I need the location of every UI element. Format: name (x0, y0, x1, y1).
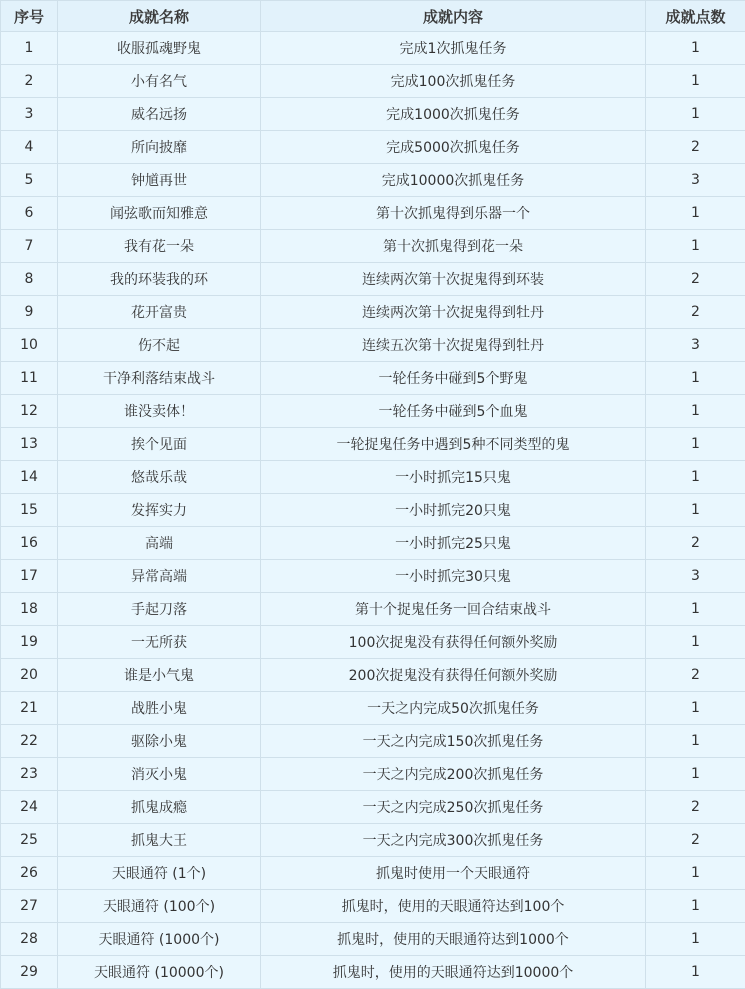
cell-achievement-name: 手起刀落 (58, 593, 261, 626)
table-row (1, 593, 745, 626)
cell-achievement-points: 1 (646, 692, 745, 725)
cell-achievement-points: 1 (646, 461, 745, 494)
cell-achievement-content: 完成1次抓鬼任务 (261, 32, 646, 65)
header-achievement-content: 成就内容 (261, 1, 646, 32)
cell-achievement-content: 一轮任务中碰到5个血鬼 (261, 395, 646, 428)
cell-achievement-points: 3 (646, 164, 745, 197)
table-row (1, 230, 745, 263)
cell-achievement-content: 一小时抓完30只鬼 (261, 560, 646, 593)
cell-achievement-points: 2 (646, 659, 745, 692)
header-achievement-points: 成就点数 (646, 1, 745, 32)
cell-achievement-name: 驱除小鬼 (58, 725, 261, 758)
cell-achievement-content: 一天之内完成250次抓鬼任务 (261, 791, 646, 824)
table-row (1, 626, 745, 659)
table-row (1, 956, 745, 989)
cell-achievement-content: 一轮捉鬼任务中遇到5种不同类型的鬼 (261, 428, 646, 461)
cell-index: 5 (1, 164, 58, 197)
cell-achievement-points: 1 (646, 230, 745, 263)
cell-achievement-content: 抓鬼时使用一个天眼通符 (261, 857, 646, 890)
cell-achievement-points: 1 (646, 923, 745, 956)
cell-achievement-name: 谁没卖体！ (58, 395, 261, 428)
cell-achievement-content: 第十个捉鬼任务一回合结束战斗 (261, 593, 646, 626)
cell-index: 29 (1, 956, 58, 989)
cell-achievement-content: 抓鬼时，使用的天眼通符达到1000个 (261, 923, 646, 956)
cell-achievement-name: 天眼通符 (1个) (58, 857, 261, 890)
table-row (1, 263, 745, 296)
table-row (1, 692, 745, 725)
cell-achievement-content: 完成100次抓鬼任务 (261, 65, 646, 98)
cell-achievement-content: 200次捉鬼没有获得任何额外奖励 (261, 659, 646, 692)
cell-achievement-name: 干净利落结束战斗 (58, 362, 261, 395)
table-row (1, 65, 745, 98)
cell-achievement-content: 一轮任务中碰到5个野鬼 (261, 362, 646, 395)
cell-achievement-name: 异常高端 (58, 560, 261, 593)
cell-achievement-name: 我的环装我的环 (58, 263, 261, 296)
cell-achievement-points: 1 (646, 626, 745, 659)
cell-achievement-name: 所向披靡 (58, 131, 261, 164)
cell-achievement-name: 谁是小气鬼 (58, 659, 261, 692)
cell-achievement-points: 2 (646, 131, 745, 164)
cell-achievement-points: 1 (646, 857, 745, 890)
cell-achievement-points: 2 (646, 527, 745, 560)
cell-index: 27 (1, 890, 58, 923)
cell-achievement-content: 100次捉鬼没有获得任何额外奖励 (261, 626, 646, 659)
cell-achievement-content: 第十次抓鬼得到花一朵 (261, 230, 646, 263)
cell-index: 9 (1, 296, 58, 329)
cell-achievement-name: 天眼通符 (1000个) (58, 923, 261, 956)
cell-achievement-name: 战胜小鬼 (58, 692, 261, 725)
table-row (1, 296, 745, 329)
cell-achievement-points: 1 (646, 890, 745, 923)
cell-index: 3 (1, 98, 58, 131)
table-row (1, 923, 745, 956)
cell-achievement-content: 一小时抓完15只鬼 (261, 461, 646, 494)
table-row (1, 329, 745, 362)
cell-index: 6 (1, 197, 58, 230)
header-index: 序号 (1, 1, 58, 32)
cell-achievement-points: 2 (646, 263, 745, 296)
cell-index: 26 (1, 857, 58, 890)
cell-index: 16 (1, 527, 58, 560)
table-row (1, 758, 745, 791)
cell-index: 12 (1, 395, 58, 428)
cell-index: 4 (1, 131, 58, 164)
cell-index: 25 (1, 824, 58, 857)
cell-achievement-content: 一天之内完成300次抓鬼任务 (261, 824, 646, 857)
cell-achievement-points: 1 (646, 98, 745, 131)
cell-index: 19 (1, 626, 58, 659)
cell-achievement-points: 1 (646, 758, 745, 791)
cell-achievement-name: 抓鬼成瘾 (58, 791, 261, 824)
cell-achievement-content: 完成5000次抓鬼任务 (261, 131, 646, 164)
cell-achievement-content: 一小时抓完20只鬼 (261, 494, 646, 527)
cell-achievement-name: 钟馗再世 (58, 164, 261, 197)
cell-achievement-points: 1 (646, 362, 745, 395)
cell-achievement-points: 1 (646, 395, 745, 428)
table-row (1, 131, 745, 164)
cell-achievement-content: 一天之内完成50次抓鬼任务 (261, 692, 646, 725)
cell-achievement-content: 完成10000次抓鬼任务 (261, 164, 646, 197)
table-row (1, 32, 745, 65)
table-row (1, 494, 745, 527)
cell-index: 23 (1, 758, 58, 791)
cell-index: 11 (1, 362, 58, 395)
cell-achievement-points: 2 (646, 296, 745, 329)
cell-achievement-content: 一天之内完成200次抓鬼任务 (261, 758, 646, 791)
cell-index: 13 (1, 428, 58, 461)
header-achievement-name: 成就名称 (58, 1, 261, 32)
cell-index: 8 (1, 263, 58, 296)
cell-achievement-name: 天眼通符 (100个) (58, 890, 261, 923)
table-row (1, 197, 745, 230)
cell-index: 28 (1, 923, 58, 956)
cell-index: 15 (1, 494, 58, 527)
cell-index: 21 (1, 692, 58, 725)
cell-achievement-content: 抓鬼时，使用的天眼通符达到10000个 (261, 956, 646, 989)
table-row (1, 857, 745, 890)
table-row (1, 659, 745, 692)
cell-achievement-content: 一小时抓完25只鬼 (261, 527, 646, 560)
table-row (1, 98, 745, 131)
cell-achievement-points: 1 (646, 494, 745, 527)
cell-achievement-points: 1 (646, 32, 745, 65)
cell-achievement-name: 发挥实力 (58, 494, 261, 527)
cell-achievement-name: 高端 (58, 527, 261, 560)
cell-index: 1 (1, 32, 58, 65)
cell-achievement-content: 连续两次第十次捉鬼得到环装 (261, 263, 646, 296)
cell-achievement-points: 1 (646, 197, 745, 230)
table-row (1, 395, 745, 428)
cell-index: 24 (1, 791, 58, 824)
cell-achievement-content: 抓鬼时，使用的天眼通符达到100个 (261, 890, 646, 923)
cell-achievement-points: 3 (646, 329, 745, 362)
cell-achievement-name: 闻弦歌而知雅意 (58, 197, 261, 230)
cell-achievement-points: 2 (646, 791, 745, 824)
cell-achievement-name: 花开富贵 (58, 296, 261, 329)
table-row (1, 164, 745, 197)
cell-achievement-points: 3 (646, 560, 745, 593)
cell-achievement-content: 一天之内完成150次抓鬼任务 (261, 725, 646, 758)
table-row (1, 725, 745, 758)
cell-index: 14 (1, 461, 58, 494)
table-row (1, 461, 745, 494)
cell-achievement-name: 一无所获 (58, 626, 261, 659)
cell-achievement-name: 挨个见面 (58, 428, 261, 461)
cell-index: 17 (1, 560, 58, 593)
cell-achievement-points: 2 (646, 824, 745, 857)
cell-achievement-name: 天眼通符 (10000个) (58, 956, 261, 989)
cell-index: 22 (1, 725, 58, 758)
cell-index: 18 (1, 593, 58, 626)
cell-achievement-name: 小有名气 (58, 65, 261, 98)
cell-index: 10 (1, 329, 58, 362)
cell-achievement-content: 连续五次第十次捉鬼得到牡丹 (261, 329, 646, 362)
table-row (1, 560, 745, 593)
table-row (1, 362, 745, 395)
header-row (1, 1, 745, 32)
cell-achievement-points: 1 (646, 956, 745, 989)
cell-index: 2 (1, 65, 58, 98)
cell-achievement-points: 1 (646, 725, 745, 758)
cell-achievement-name: 伤不起 (58, 329, 261, 362)
cell-achievement-content: 完成1000次抓鬼任务 (261, 98, 646, 131)
table-row (1, 791, 745, 824)
cell-achievement-content: 连续两次第十次捉鬼得到牡丹 (261, 296, 646, 329)
table-row (1, 890, 745, 923)
table-row (1, 824, 745, 857)
cell-achievement-name: 威名远扬 (58, 98, 261, 131)
cell-achievement-name: 抓鬼大王 (58, 824, 261, 857)
cell-achievement-points: 1 (646, 65, 745, 98)
table-row (1, 428, 745, 461)
cell-achievement-content: 第十次抓鬼得到乐器一个 (261, 197, 646, 230)
cell-achievement-name: 悠哉乐哉 (58, 461, 261, 494)
cell-achievement-points: 1 (646, 593, 745, 626)
cell-index: 20 (1, 659, 58, 692)
cell-achievement-name: 收服孤魂野鬼 (58, 32, 261, 65)
cell-achievement-points: 1 (646, 428, 745, 461)
cell-achievement-name: 消灭小鬼 (58, 758, 261, 791)
cell-index: 7 (1, 230, 58, 263)
table-row (1, 527, 745, 560)
cell-achievement-name: 我有花一朵 (58, 230, 261, 263)
